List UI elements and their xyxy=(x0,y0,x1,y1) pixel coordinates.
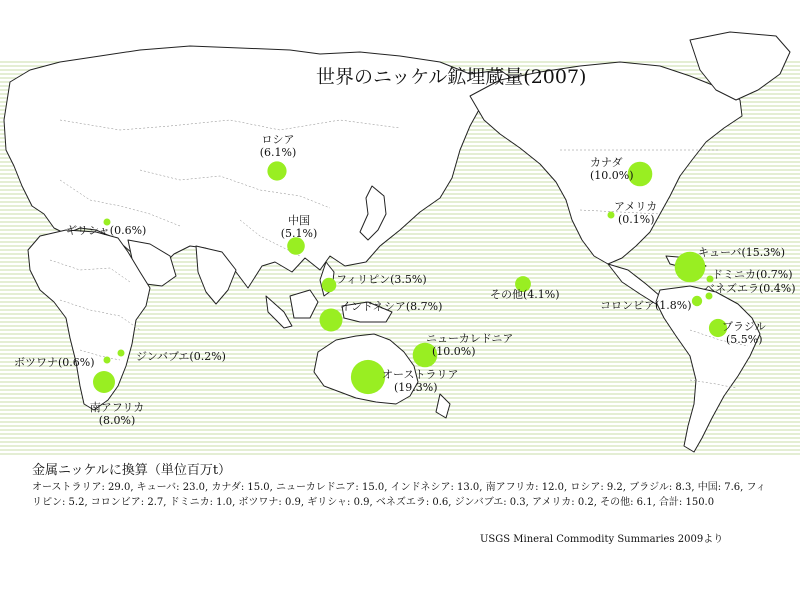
label-brazil xyxy=(722,320,766,346)
label-venezuela-name: ベネズエラ xyxy=(704,282,759,295)
label-philippines-name: フィリピン xyxy=(336,273,391,286)
label-other-value: (4.1%) xyxy=(523,288,560,301)
label-cuba-name: キューバ xyxy=(698,246,742,259)
label-venezuela-value: (0.4%) xyxy=(759,282,796,295)
label-russia xyxy=(254,133,302,159)
label-new-caledonia xyxy=(426,332,513,358)
label-brazil-name: ブラジル xyxy=(722,320,766,333)
label-usa-name: アメリカ xyxy=(614,200,658,213)
label-south-africa-name: 南アフリカ xyxy=(89,401,145,414)
label-china-value: (5.1%) xyxy=(280,227,318,240)
label-greece-value: (0.6%) xyxy=(109,224,147,237)
label-usa xyxy=(614,200,657,226)
label-indonesia-name: インドネシア xyxy=(340,300,406,313)
label-colombia-value: (1.8%) xyxy=(655,299,692,312)
landmass-sumatra xyxy=(266,296,292,328)
label-australia-value: (19.3%) xyxy=(394,381,438,394)
label-new-caledonia-value: (10.0%) xyxy=(432,345,476,358)
reserves-summary xyxy=(32,462,772,510)
label-zimbabwe-name: ジンバブエ xyxy=(136,350,190,363)
label-dominica-name: ドミニカ xyxy=(712,268,756,281)
label-indonesia xyxy=(340,300,442,313)
label-zimbabwe-value: (0.2%) xyxy=(189,350,226,363)
label-greece xyxy=(66,224,146,237)
label-greece-name: ギリシャ xyxy=(66,224,110,237)
label-botswana-name: ボツワナ xyxy=(14,356,58,369)
label-venezuela xyxy=(704,282,796,295)
bubble-philippines xyxy=(322,278,337,293)
label-canada-value: (10.0%) xyxy=(590,169,634,182)
label-canada-name: カナダ xyxy=(590,156,623,169)
bubble-south-africa xyxy=(93,371,115,393)
label-zimbabwe xyxy=(136,350,226,363)
source-note: USGS Mineral Commodity Summaries 2009より xyxy=(480,534,724,545)
bubble-botswana xyxy=(104,357,111,364)
label-australia xyxy=(382,368,458,394)
label-dominica xyxy=(712,268,793,281)
label-colombia-name: コロンビア xyxy=(600,299,655,312)
label-south-africa xyxy=(86,401,148,427)
summary-title: 金属ニッケルに換算（単位百万t） xyxy=(32,463,232,478)
label-philippines xyxy=(336,273,427,286)
label-china xyxy=(276,214,322,240)
bubble-australia xyxy=(351,360,385,394)
label-usa-value: (0.1%) xyxy=(618,213,655,226)
label-colombia xyxy=(600,299,692,312)
label-cuba xyxy=(698,246,785,259)
label-other xyxy=(490,288,560,301)
label-canada xyxy=(590,156,634,182)
label-botswana-value: (0.6%) xyxy=(58,356,95,369)
bubble-zimbabwe xyxy=(118,350,125,357)
bubble-colombia xyxy=(692,296,702,306)
label-new-caledonia-name: ニューカレドニア xyxy=(426,332,514,345)
label-indonesia-value: (8.7%) xyxy=(405,300,443,313)
label-dominica-value: (0.7%) xyxy=(756,268,793,281)
map-title: 世界のニッケル鉱埋蔵量(2007) xyxy=(316,66,587,88)
label-russia-value: (6.1%) xyxy=(259,146,297,159)
summary-body: オーストラリア: 29.0, キューバ: 23.0, カナダ: 15.0, ニューカレドニア: 15.0, インドネシア: 13.0, 南アフリカ: 12.0, ロシア: 9.2, ブラジル: 8.3, 中国: 7.6, フィリピン: 5.2, コロンビア: 2.7, ドミニカ: 1.0, ボツワナ: 0.9, ギリシャ: 0.9, ベネズエラ: 0.6, ジンバブエ: 0.3, アメリカ: 0.2, その他: 6.1, 合計: 150.0 xyxy=(32,482,766,508)
label-australia-name: オーストラリア xyxy=(382,368,459,381)
label-brazil-value: (5.5%) xyxy=(726,333,763,346)
label-south-africa-value: (8.0%) xyxy=(98,414,136,427)
label-russia-name: ロシア xyxy=(261,133,295,146)
label-other-name: その他 xyxy=(490,288,523,301)
bubble-russia xyxy=(267,161,286,180)
label-philippines-value: (3.5%) xyxy=(390,273,427,286)
label-china-name: 中国 xyxy=(288,214,310,227)
label-cuba-value: (15.3%) xyxy=(741,246,785,259)
label-botswana xyxy=(14,356,95,369)
